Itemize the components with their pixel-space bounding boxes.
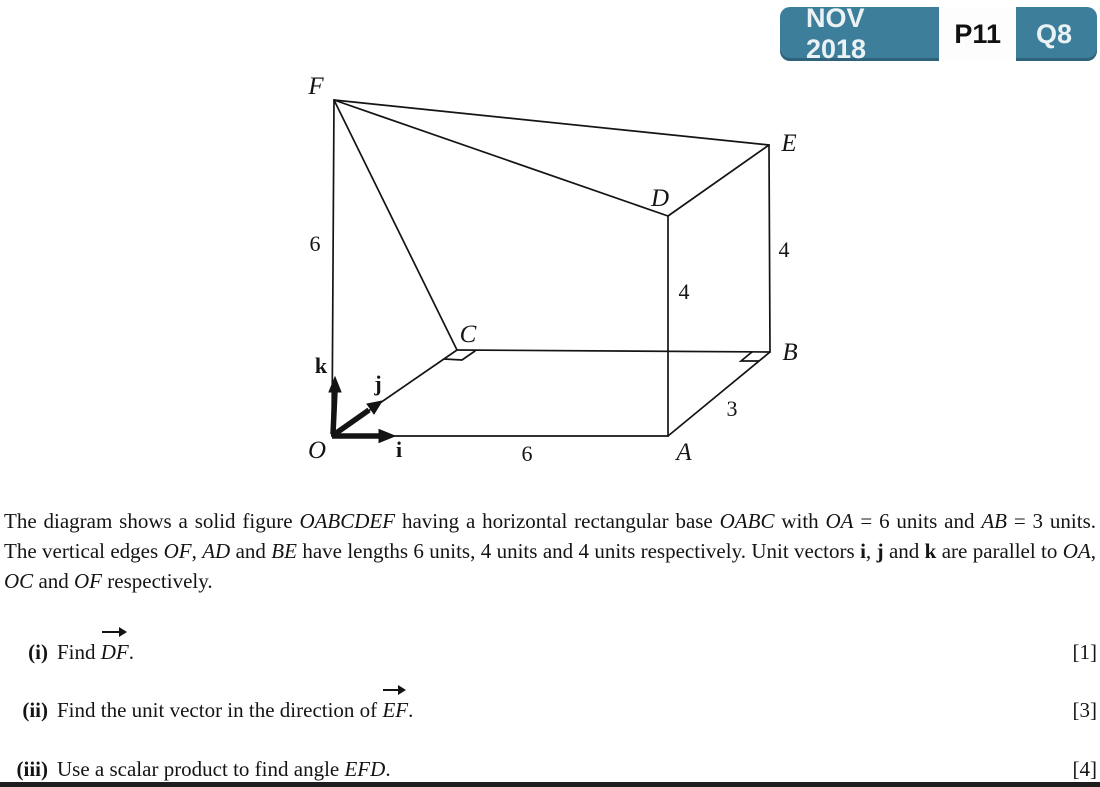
question-number-label: Q8 <box>1035 18 1072 49</box>
unit-vector-k-arrowhead <box>329 377 341 392</box>
part-i-label: (i) <box>28 640 48 664</box>
vector-arrow <box>383 689 404 691</box>
unit-vector-label-i: i <box>395 437 403 462</box>
unit-vector-k-arrow <box>333 391 335 434</box>
part-ii-text: Find the unit vector in the direction of EF. <box>57 698 413 722</box>
part-i-marks: [1] <box>1072 640 1097 664</box>
vertex-label-E: E <box>781 130 797 157</box>
edge-FC <box>334 100 457 350</box>
vertex-label-C: C <box>459 321 477 348</box>
vertex-label-D: D <box>650 185 670 212</box>
edge-length-OF: 6 <box>309 231 321 256</box>
vector-arrow <box>102 631 125 633</box>
edge-length-AD: 4 <box>678 279 690 304</box>
unit-vector-label-k: k <box>314 353 328 378</box>
edge-length-BE: 4 <box>778 237 790 262</box>
unit-vector-j-arrow <box>332 410 369 436</box>
paper-number-label: P11 <box>939 7 1016 61</box>
part-iii-label: (iii) <box>16 757 48 781</box>
edge-length-OA: 6 <box>521 441 533 466</box>
question-part-ii <box>0 698 1100 723</box>
edge-BE <box>769 145 770 352</box>
question-part-i <box>0 640 1100 665</box>
edge-length-AB: 3 <box>726 396 738 421</box>
edge-AB <box>668 352 770 436</box>
unit-vector-label-j: j <box>374 371 382 396</box>
vertex-label-F: F <box>308 73 324 100</box>
vertex-label-A: A <box>676 439 692 466</box>
edge-CB <box>457 350 770 352</box>
part-i-text: Find DF. <box>57 640 134 664</box>
page-bottom-edge <box>0 782 1100 787</box>
vertex-label-B: B <box>782 339 798 366</box>
vertex-label-O: O <box>307 437 327 464</box>
part-ii-label: (ii) <box>22 698 48 722</box>
part-iii-text: Use a scalar product to find angle EFD. <box>57 757 391 781</box>
question-part-iii <box>0 757 1100 782</box>
problem-statement: The diagram shows a solid figure OABCDEF having a horizontal rectangular base OABC with OA = 6 units and AB = 3 units. The vertical edges OF, AD and BE have lengths 6 units, 4 units and 4 units respectively. Unit vectors i, j and k are parallel to OA, OC and OF respectively. <box>4 509 1097 593</box>
unit-vector-i-arrowhead <box>379 430 395 443</box>
right-angle-mark-B <box>741 352 759 361</box>
part-ii-marks: [3] <box>1072 698 1097 722</box>
edge-DE <box>668 145 769 216</box>
part-iii-marks: [4] <box>1072 757 1097 781</box>
session-label: NOV 2018 <box>806 3 867 64</box>
